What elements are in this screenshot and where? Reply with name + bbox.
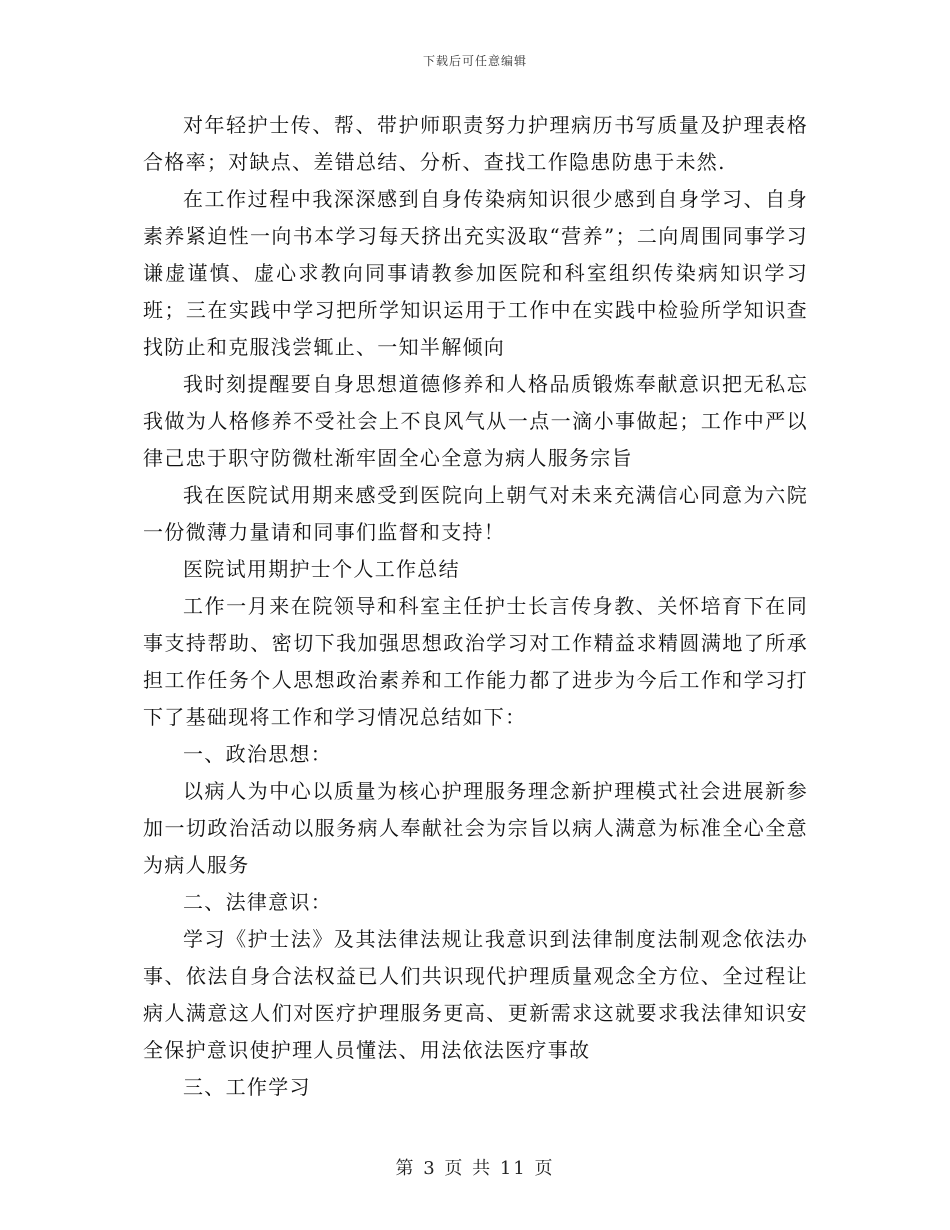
paragraph: 我在医院试用期来感受到医院向上朝气对未来充满信心同意为六院一份微薄力量请和同事们监督和支持！ <box>143 483 808 544</box>
paragraph: 我时刻提醒要自身思想道德修养和人格品质锻炼奉献意识把无私忘我做为人格修养不受社会上不良风气从一点一滴小事做起；工作中严以律己忠于职守防微杜渐牢固全心全意为病人服务宗旨 <box>143 372 808 470</box>
section-heading: 二、法律意识： <box>183 890 333 914</box>
paragraph: 以病人为中心以质量为核心护理服务理念新护理模式社会进展新参加一切政治活动以服务病人奉献社会为宗旨以病人满意为标准全心全意为病人服务 <box>143 779 808 877</box>
document-body <box>143 107 808 1106</box>
section-heading: 三、工作学习 <box>183 1075 311 1099</box>
paragraph: 学习《护士法》及其法律法规让我意识到法律制度法制观念依法办事、依法自身合法权益已人们共识现代护理质量观念全方位、全过程让病人满意这人们对医疗护理服务更高、更新需求这就要求我法律知识安全保护意识使护理人员懂法、用法依法医疗事故 <box>143 927 808 1062</box>
page-header: 下载后可任意编辑 <box>422 54 527 68</box>
section-title: 医院试用期护士个人工作总结 <box>183 557 460 581</box>
paragraph: 工作一月来在院领导和科室主任护士长言传身教、关怀培育下在同事支持帮助、密切下我加强思想政治学习对工作精益求精圆满地了所承担工作任务个人思想政治素养和工作能力都了进步为今后工作和学习打下了基础现将工作和学习情况总结如下： <box>143 594 808 729</box>
paragraph: 对年轻护士传、帮、带护师职责努力护理病历书写质量及护理表格合格率；对缺点、差错总结、分析、查找工作隐患防患于未然. <box>143 113 808 174</box>
paragraph: 在工作过程中我深深感到自身传染病知识很少感到自身学习、自身素养紧迫性一向书本学习每天挤出充实汲取“营养”；二向周围同事学习谦虚谨慎、虚心求教向同事请教参加医院和科室组织传染病知识学习班；三在实践中学习把所学知识运用于工作中在实践中检验所学知识查找防止和克服浅尝辄止、一知半解倾向 <box>143 187 808 359</box>
section-heading: 一、政治思想： <box>183 742 333 766</box>
page-number: 第 3 页 共 11 页 <box>395 1158 555 1179</box>
